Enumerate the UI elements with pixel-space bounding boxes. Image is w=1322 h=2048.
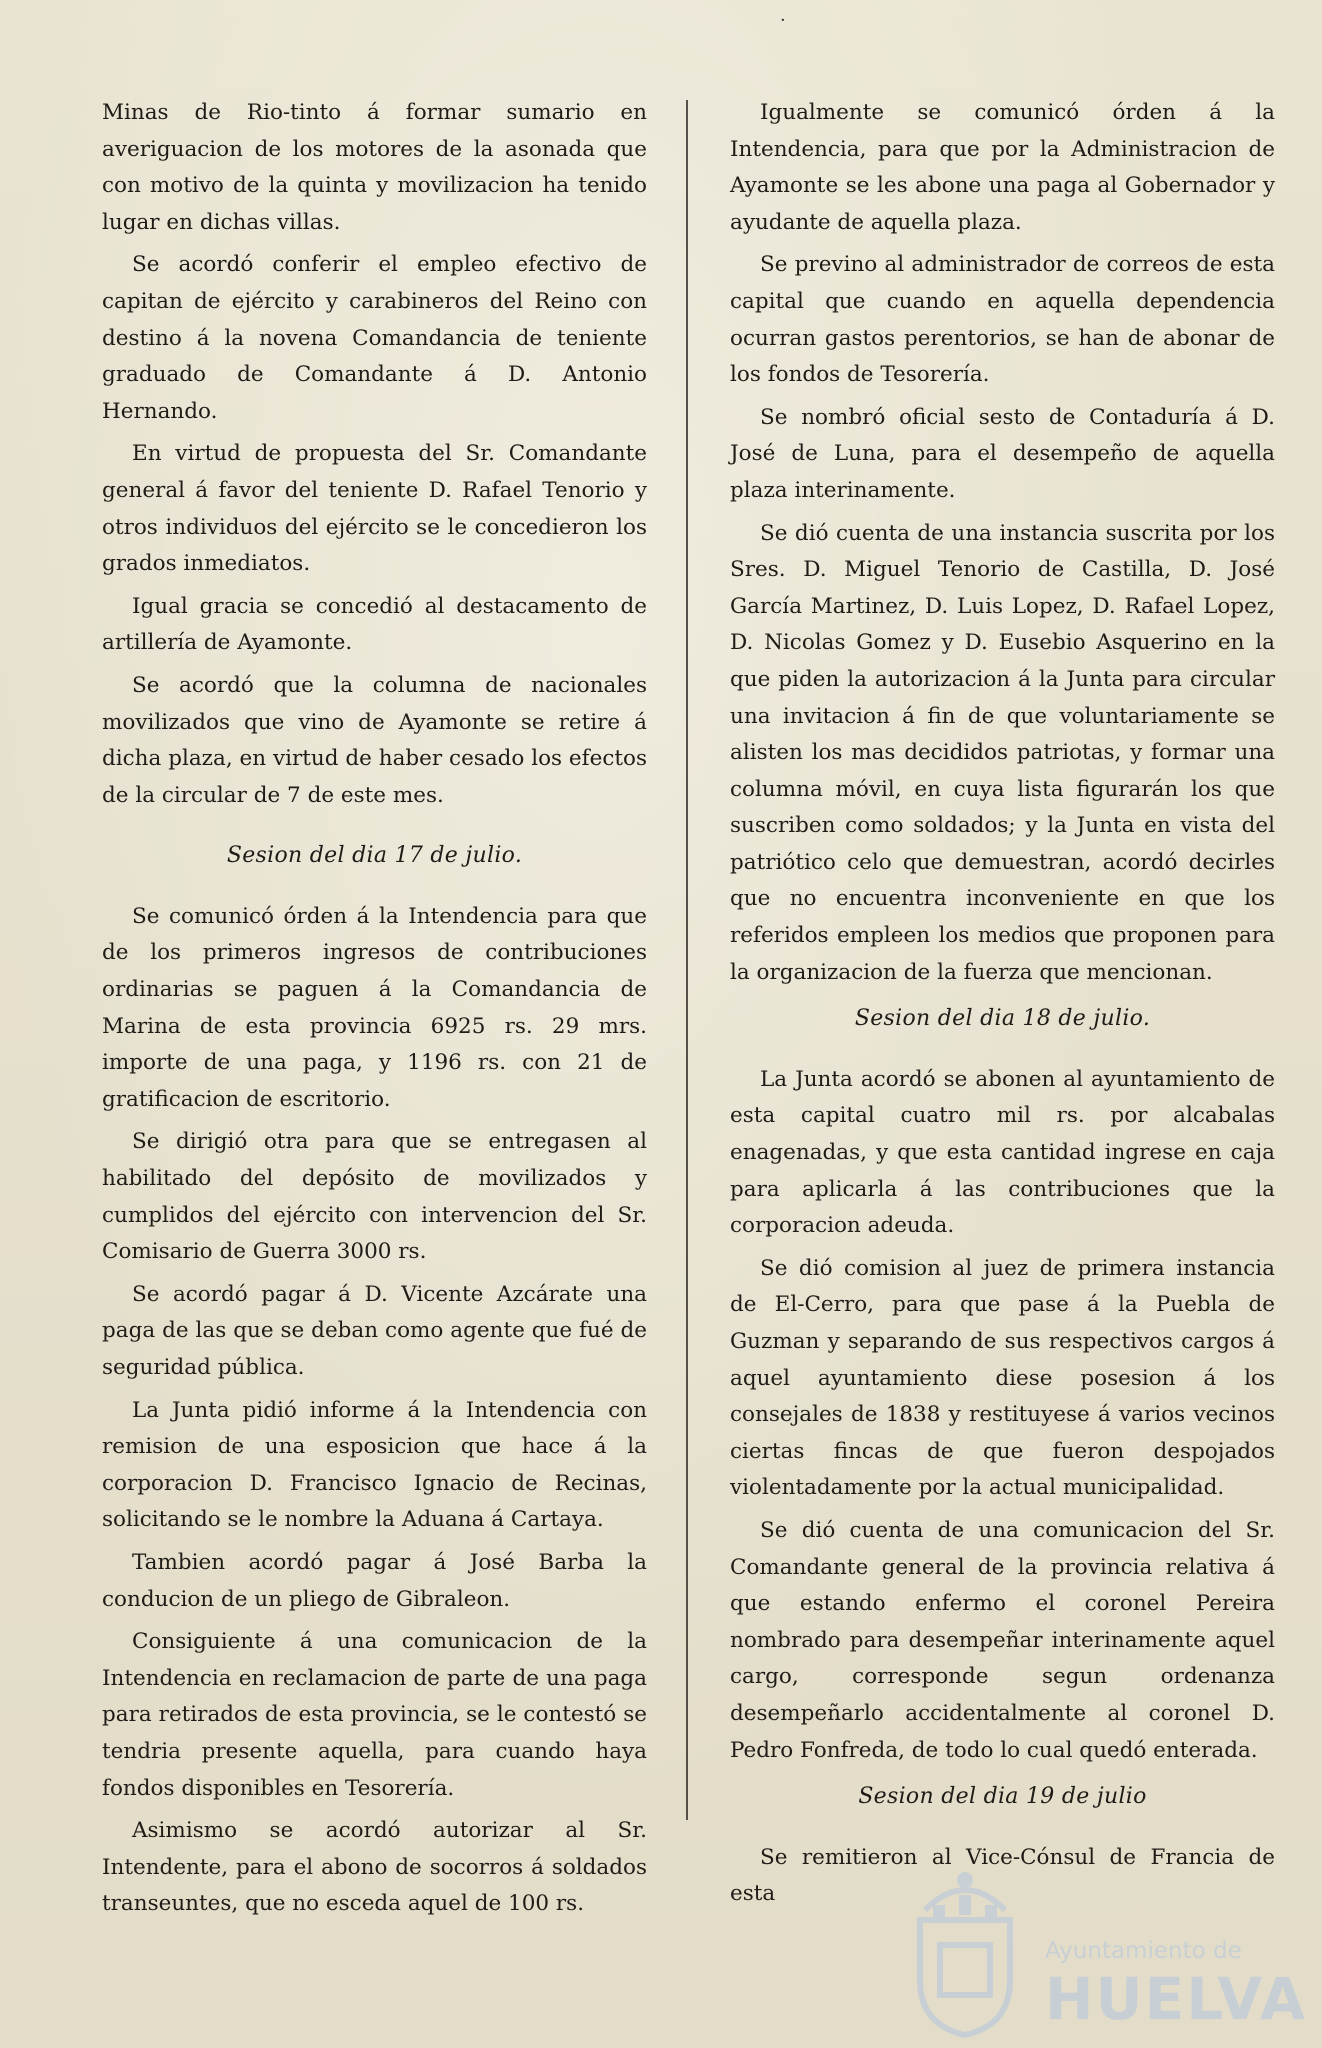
paragraph: Se acordó pagar á D. Vicente Azcárate una paga de las que se deban como agente que fué de seguridad pública. xyxy=(102,1281,647,1380)
paragraph: Igual gracia se concedió al destacamento de artillería de Ayamonte. xyxy=(102,593,647,656)
paragraph: La Junta acordó se abonen al ayuntamiento de esta capital cuatro mil rs. por alcabalas enagenadas, y que esta cantidad ingrese en caja para aplicarla á las contribuciones que la corporacion adeuda. xyxy=(730,1066,1275,1239)
paragraph: En virtud de propuesta del Sr. Comandante general á favor del teniente D. Rafael Tenorio y otros individuos del ejército se le concedieron los grados inmediatos. xyxy=(102,441,647,577)
watermark-line-1: Ayuntamiento de xyxy=(1045,1938,1242,1964)
paragraph: Se comunicó órden á la Intendencia para que de los primeros ingresos de contribuciones ordinarias se paguen á la Comandancia de Marina de esta provincia 6925 rs. 29 mrs. importe de una paga, y 1196 rs. con 21 de gratificacion de escritorio. xyxy=(102,903,647,1112)
paragraph: Se dió cuenta de una comunicacion del Sr. Comandante general de la provincia relativa á que estando enfermo el coronel Pereira nombrado para desempeñar interinamente aquel cargo, corresponde segun ordenanza desempeñarlo accidentalmente al coronel D. Pedro Fonfreda, de todo lo cual quedó enterada. xyxy=(730,1517,1275,1763)
paragraph: Se remitieron al Vice-Cónsul de Francia de esta xyxy=(730,1844,1275,1907)
coat-of-arms-icon xyxy=(905,1850,1025,2040)
right-column xyxy=(730,95,1275,1919)
paragraph: Minas de Rio-tinto á formar sumario en averiguacion de los motores de la asonada que con motivo de la quinta y movilizacion ha tenido lugar en dichas villas. xyxy=(102,100,647,235)
watermark-logo xyxy=(905,1850,1308,2040)
session-heading: Sesion del dia 18 de julio. xyxy=(854,1006,1151,1032)
paragraph: Igualmente se comunicó órden á la Intendencia, para que por la Administracion de Ayamonte se les abone una paga al Gobernador y ayudante de aquella plaza. xyxy=(730,100,1275,235)
paragraph: Se acordó conferir el empleo efectivo de capitan de ejército y carabineros del Reino con destino á la novena Comandancia de teniente graduado de Comandante á D. Antonio Hernando. xyxy=(102,252,647,424)
paragraph: Se previno al administrador de correos de esta capital que cuando en aquella dependencia ocurran gastos perentorios, se han de abonar de los fondos de Tesorería. xyxy=(730,252,1275,388)
watermark-line-2: HUELVA xyxy=(1045,1965,1308,2033)
paragraph: Se dió cuenta de una instancia suscrita por los Sres. D. Miguel Tenorio de Castilla, D. José García Martinez, D. Luis Lopez, D. Rafael Lopez, D. Nicolas Gomez y D. Eusebio Asquerino en la que piden la autorizacion á la Junta para circular una invitacion á fin de que voluntariamente se alisten los mas decididos patriotas, y formar una columna móvil, en cuya lista figurarán los que suscriben como soldados; y la Junta en vista del patriótico celo que demuestran, acordó decirles que no encuentra inconveniente en que los referidos empleen los medios que proponen para la organizacion de la fuerza que mencionan. xyxy=(730,520,1275,985)
column-divider xyxy=(686,100,688,1820)
session-heading: Sesion del dia 19 de julio xyxy=(858,1784,1147,1810)
paragraph: Asimismo se acordó autorizar al Sr. Intendente, para el abono de socorros á soldados transeuntes, que no esceda aquel de 100 rs. xyxy=(102,1818,647,1917)
paragraph: Se acordó que la columna de nacionales movilizados que vino de Ayamonte se retire á dicha plaza, en virtud de haber cesado los efectos de la circular de 7 de este mes. xyxy=(102,672,647,808)
paragraph: La Junta pidió informe á la Intendencia con remision de una esposicion que hace á la corporacion D. Francisco Ignacio de Recinas, solicitando se le nombre la Aduana á Cartaya. xyxy=(102,1397,647,1533)
page-mark: · xyxy=(780,10,786,31)
paragraph: Tambien acordó pagar á José Barba la conducion de un pliego de Gibraleon. xyxy=(102,1549,647,1612)
paragraph: Consiguiente á una comunicacion de la Intendencia en reclamacion de parte de una paga para retirados de esta provincia, se le contestó se tendria presente aquella, para cuando haya fondos disponibles en Tesorería. xyxy=(102,1629,647,1801)
paragraph: Se dirigió otra para que se entregasen al habilitado del depósito de movilizados y cumplidos del ejército con intervencion del Sr. Comisario de Guerra 3000 rs. xyxy=(102,1129,647,1265)
session-heading: Sesion del dia 17 de julio. xyxy=(226,843,523,869)
paragraph: Se nombró oficial sesto de Contaduría á D. José de Luna, para el desempeño de aquella plaza interinamente. xyxy=(730,404,1275,503)
paragraph: Se dió comision al juez de primera instancia de El-Cerro, para que pase á la Puebla de Guzman y separando de sus respectivos cargos á aquel ayuntamiento diese posesion á los consejales de 1838 y restituyese á varios vecinos ciertas fincas de que fueron despojados violentadamente por la actual municipalidad. xyxy=(730,1255,1275,1501)
left-column xyxy=(102,95,647,1929)
